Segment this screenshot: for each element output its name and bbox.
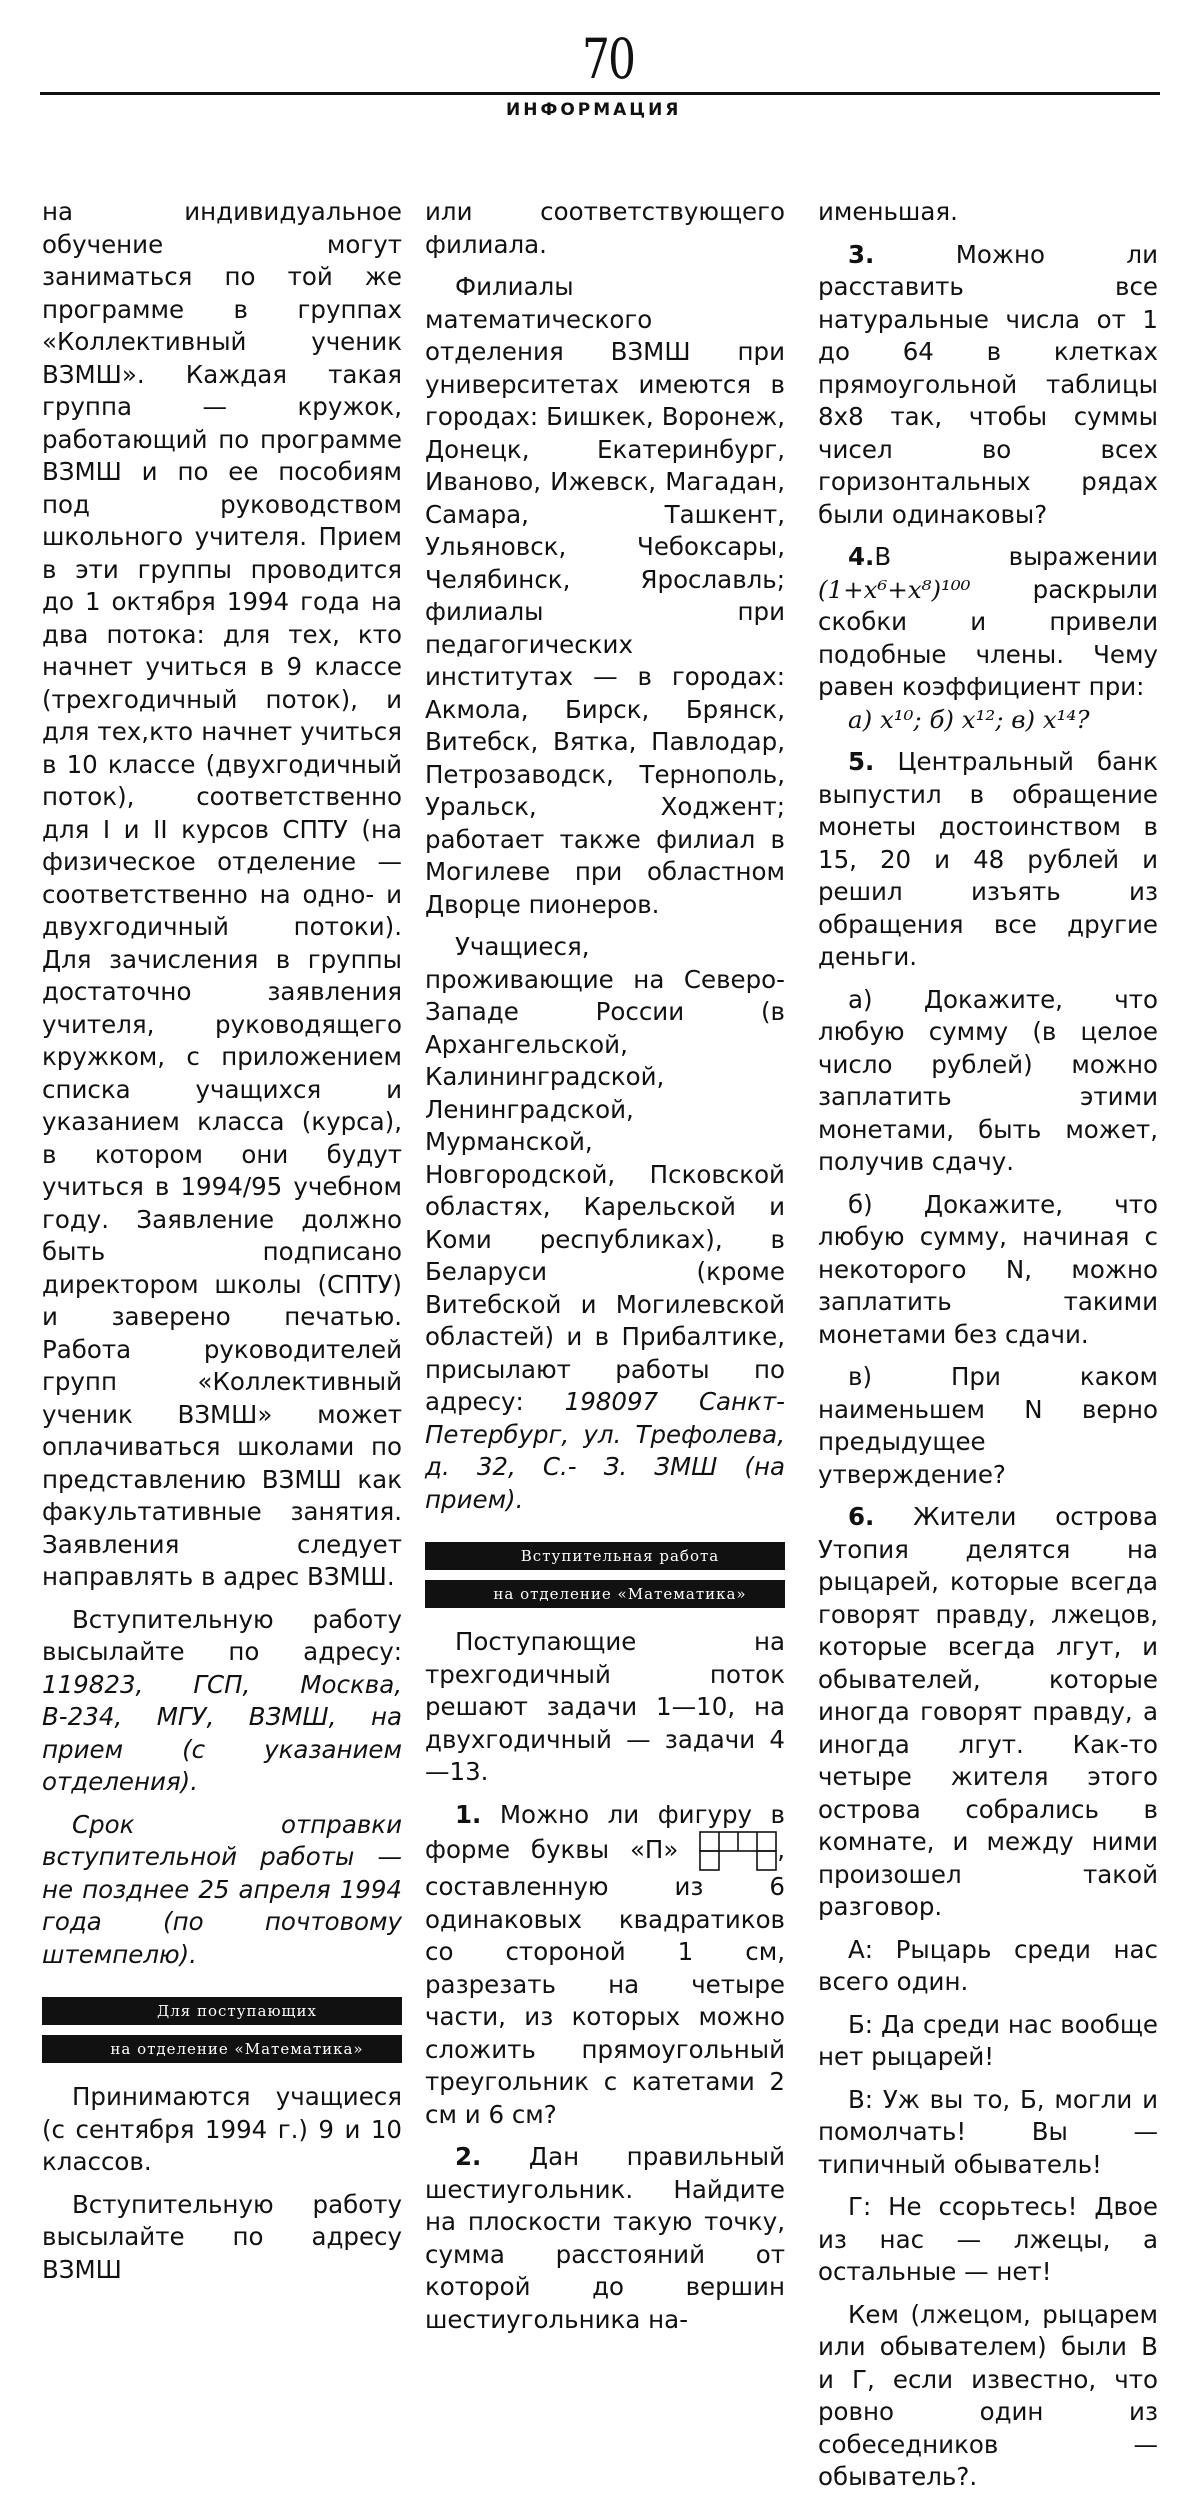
problem-3-number: 3. <box>848 239 875 269</box>
problem-5-text: Центральный банк выпустил в обращение монеты достоинством в 15, 20 и 48 рублей и решил изъять из обращения все другие деньги. <box>818 747 1158 971</box>
problem-4-options: а) x¹⁰; б) x¹²; в) x¹⁴? <box>848 704 1090 734</box>
problem-3-text: Можно ли расставить все натуральные числа от 1 до 64 в клетках прямоугольной таблицы 8х8 так, чтобы суммы чисел во всех горизонтальных рядах были одинаковы? <box>818 239 1158 529</box>
problem-4-expression: (1+x⁶+x⁸)¹⁰⁰ <box>818 574 971 604</box>
col1-deadline: Срок отправки вступительной работы — не позднее 25 апреля 1994 года (по почтовому штемпелю). <box>42 1809 402 1969</box>
problem-6 <box>818 1501 1158 1924</box>
col2-branches: Филиалы математического отделения ВЗМШ при университетах имеются в городах: Бишкек, Воронеж, Донецк, Екатеринбург, Иваново, Ижевск, Магадан, Самара, Ташкент, Ульяновск, Чебоксары, Челябинск, Ярославль; филиалы при педагогических институтах — в городах: Акмола, Бирск, Брянск, Витебск, Вятка, Павлодар, Петрозаводск, Тернополь, Уральск, Ходжент; работает также филиал в Могилеве при областном Дворце пионеров. <box>425 272 785 919</box>
problem-4-text-a: В выражении <box>874 542 1158 571</box>
col1-paragraph-5: Вступительную работу высылайте по адресу ВЗМШ <box>42 2189 402 2284</box>
problem-5-number: 5. <box>848 747 875 776</box>
col2-heading-line-2: на отделение «Математика» <box>425 1580 785 1608</box>
problem-6-text: Жители острова Утопия делятся на рыцарей, которые всегда говорят правду, лжецов, которые всегда лгут, и обывателей, которые иногда говорят правду, а иногда лгут. Как-то четыре жителя этого острова собрались в комнате, и между ними произошел такой разговор. <box>818 1502 1158 1921</box>
col1-heading-line-1: Для поступающих <box>42 1997 402 2025</box>
col2-paragraph-1: или соответствующего филиала. <box>425 197 785 259</box>
problem-2 <box>425 2141 785 2336</box>
problem-3 <box>818 239 1158 532</box>
col1-paragraph-2 <box>42 1604 402 1799</box>
col1-paragraph-4: Принимаются учащиеся (с сентября 1994 г.) 9 и 10 классов. <box>42 2082 402 2176</box>
problem-2-text: Дан правильный шестиугольник. Найдите на плоскости такую точку, сумма расстояний от которой до вершин шестиугольника на- <box>425 2142 785 2334</box>
col2-intro: Поступающие на трехгодичный поток решают задачи 1—10, на двухгодичный — задачи 4—13. <box>425 1627 785 1786</box>
spb-address: 198097 Санкт-Петербург, ул. Трефолева, д. 32, С.- З. ЗМШ (на прием). <box>425 1387 785 1514</box>
column-3 <box>818 196 1158 2504</box>
col2-heading <box>425 1542 785 1608</box>
problem-1 <box>425 1799 785 2132</box>
section-label: ИНФОРМАЦИЯ <box>506 100 682 120</box>
problem-1-text-b: , составленную из 6 одинаковых квадратиков со стороной 1 см, разрезать на четыре части, из которых можно сложить прямоугольный треугольник с катетами 2 см и 6 см? <box>425 1835 785 2129</box>
p-shape-figure <box>699 1831 777 1871</box>
column-2 <box>425 196 785 2346</box>
problem-5b: б) Докажите, что любую сумму, начиная с некоторого N, можно заплатить такими монетами без сдачи. <box>818 1189 1158 1349</box>
col2-northwest <box>425 931 785 1516</box>
problem-6-question: Кем (лжецом, рыцарем или обывателем) были В и Г, если известно, что ровно один из собеседников — обыватель?. <box>818 2299 1158 2491</box>
dialogue-g: Г: Не ссорьтесь! Двое из нас — лжецы, а остальные — нет! <box>818 2192 1158 2286</box>
col1-heading-line-2: на отделение «Математика» <box>42 2035 402 2063</box>
col2-heading-line-1: Вступительная работа <box>425 1542 785 1570</box>
header-rule <box>40 92 1160 95</box>
problem-4 <box>818 541 1158 704</box>
moscow-address: 119823, ГСП, Москва, В-234, МГУ, ВЗМШ, на прием (с указанием отделения). <box>42 1669 402 1796</box>
col3-paragraph-1: именьшая. <box>818 197 958 226</box>
problem-6-number: 6. <box>848 1502 875 1531</box>
page-number: 70 <box>582 28 634 92</box>
problem-5a: а) Докажите, что любую сумму (в целое число рублей) можно заплатить этими монетами, быть может, получив сдачу. <box>818 984 1158 1176</box>
col1-paragraph-1: на индивидуальное обучение могут заниматься по той же программе в группах «Коллективный ученик ВЗМШ». Каждая такая группа — кружок, работающий по программе ВЗМШ и по ее пособиям под руководством школьного учителя. Прием в эти группы проводится до 1 октября 1994 года на два потока: для тех, кто начнет учиться в 9 классе (трехгодичный поток), и для тех,кто начнет учиться в 10 классе (двухгодичный поток), соответственно для I и II курсов СПТУ (на физическое отделение — соответственно на одно- и двухгодичный потоки). Для зачисления в группы достаточно заявления учителя, руководящего кружком, с приложением списка учащихся и указанием класса (курса), в котором они будут учиться в 1994/95 учебном году. Заявление должно быть подписано директором школы (СПТУ) и заверено печатью. Работа руководителей групп «Коллективный ученик ВЗМШ» может оплачиваться школами по представлению ВЗМШ как факультативные занятия. Заявления следует направлять в адрес ВЗМШ. <box>42 197 402 1591</box>
col2-p3-text: Учащиеся, проживающие на Северо-Западе России (в Архангельской, Калининградской, Ленинградской, Мурманской, Новгородской, Псковской областях, Карельской и Коми республиках), в Беларуси (кроме Витебской и Могилевской областей) и в Прибалтике, присылают работы по адресу: <box>425 932 785 1416</box>
problem-1-number: 1. <box>455 1799 482 1829</box>
col1-heading <box>42 1997 402 2063</box>
problem-1-text-a: Можно ли фигуру в форме буквы «П» <box>425 1799 785 1864</box>
dialogue-a: А: Рыцарь среди нас всего один. <box>818 1934 1158 1996</box>
problem-5 <box>818 746 1158 974</box>
problem-4-number: 4. <box>848 542 875 571</box>
problem-2-number: 2. <box>455 2142 482 2171</box>
dialogue-v: В: Уж вы то, Б, могли и помолчать! Вы — типичный обыватель! <box>818 2084 1158 2179</box>
column-1 <box>42 196 402 2296</box>
problem-4-text-b: раскрыли скобки и привели подобные члены. Чему равен коэффициент при: <box>818 574 1158 701</box>
dialogue-b: Б: Да среди нас вообще нет рыцарей! <box>818 2009 1158 2071</box>
col1-p2-text: Вступительную работу высылайте по адресу: <box>42 1604 402 1666</box>
problem-5c: в) При каком наименьшем N верно предыдущее утверждение? <box>818 1362 1158 1489</box>
